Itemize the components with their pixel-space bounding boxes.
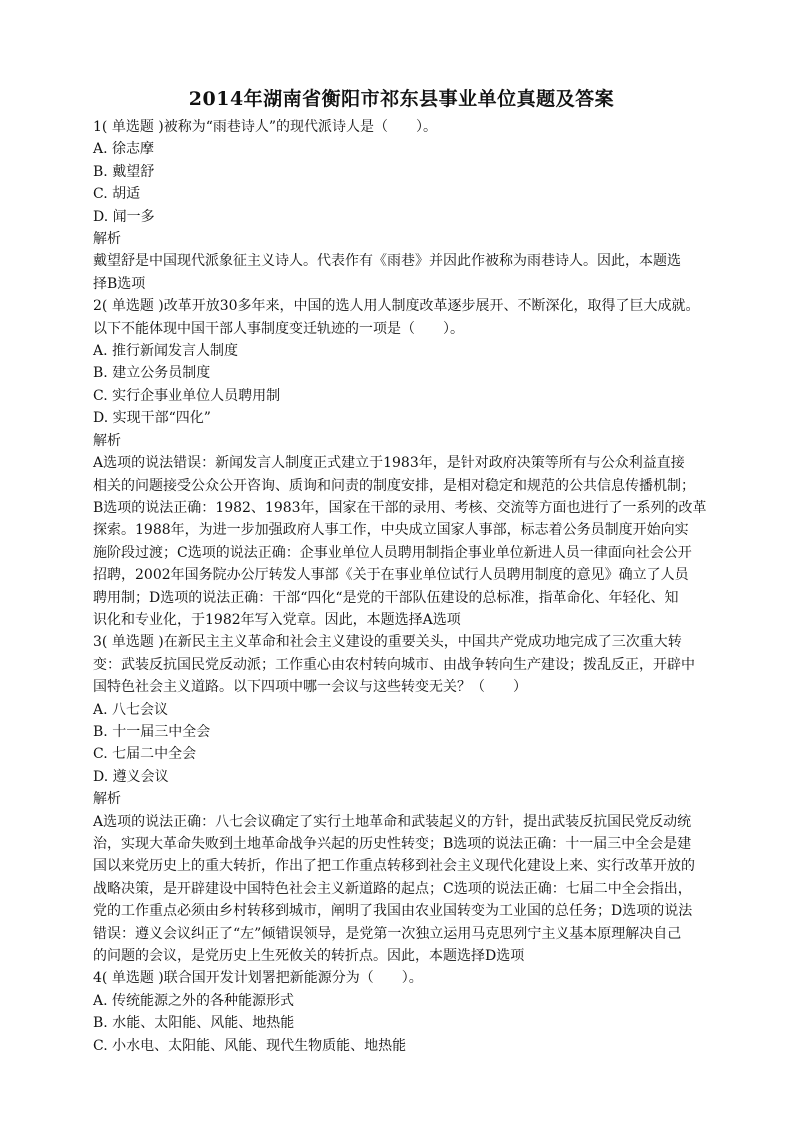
analysis-text: B选项的说法正确：1982、1983年，国家在干部的录用、考核、交流等方面也进行了一系列的改革 xyxy=(93,499,707,516)
page-title: 2014年湖南省衡阳市祁东县事业单位真题及答案 xyxy=(188,88,615,110)
analysis-text: 聘用制；D选项的说法正确：干部“四化“是党的干部队伍建设的总标准，指革命化、年轻化、知 xyxy=(93,589,679,606)
analysis-text: 戴望舒是中国现代派象征主义诗人。代表作有《雨巷》并因此作被称为雨巷诗人。因此，本题选 xyxy=(93,253,681,270)
question-stem: 国特色社会主义道路。以下四项中哪一会议与这些转变无关？（ ） xyxy=(93,679,527,696)
analysis-text: 择B选项 xyxy=(93,275,146,292)
answer-option: B. 水能、太阳能、风能、地热能 xyxy=(93,1015,295,1032)
answer-option: C. 胡适 xyxy=(93,186,141,203)
answer-option: D. 闻一多 xyxy=(93,208,155,225)
analysis-text: 党的工作重点必须由乡村转移到城市，阐明了我国由农业国转变为工业国的总任务；D选项的说法 xyxy=(93,903,693,920)
document-body xyxy=(93,116,710,1057)
question-stem: 4( 单选题 )联合国开发计划署把新能源分为（ ）。 xyxy=(93,970,423,987)
analysis-text: A选项的说法正确：八七会议确定了实行土地革命和武装起义的方针，提出武装反抗国民党反动统 xyxy=(93,813,692,830)
question-stem: 1( 单选题 )被称为“雨巷诗人”的现代派诗人是（ ）。 xyxy=(93,119,438,135)
analysis-text: 战略决策，是开辟建设中国特色社会主义新道路的起点；C选项的说法正确：七届二中全会指出， xyxy=(93,880,692,897)
answer-option: C. 小水电、太阳能、风能、现代生物质能、地热能 xyxy=(93,1037,407,1054)
analysis-text: 识化和专业化，于1982年写入党章。因此，本题选择A选项 xyxy=(93,611,461,628)
analysis-text: 探索。1988年，为进一步加强政府人事工作，中央成立国家人事部，标志着公务员制度开始向实 xyxy=(93,522,689,539)
analysis-label: 解析 xyxy=(93,791,121,808)
answer-option: D. 实现干部“四化” xyxy=(93,410,211,427)
analysis-text: 的问题的会议，是党历史上生死攸关的转折点。因此，本题选择D选项 xyxy=(93,948,525,965)
analysis-label: 解析 xyxy=(93,432,121,449)
answer-option: B. 十一届三中全会 xyxy=(93,723,211,740)
question-stem: 2( 单选题 )改革开放30多年来，中国的选人用人制度改革逐步展开、不断深化，取得了巨大成就。 xyxy=(93,298,700,315)
analysis-label: 解析 xyxy=(93,231,121,248)
question-block xyxy=(93,116,710,295)
analysis-text: 治，实现大革命失败到土地革命战争兴起的历史性转变；B选项的说法正确：十一届三中全会是建 xyxy=(93,836,692,852)
answer-option: A. 八七会议 xyxy=(93,701,169,718)
answer-option: C. 实行企事业单位人员聘用制 xyxy=(93,387,281,404)
analysis-text: 错误：遵义会议纠正了“左”倾错误领导，是党第一次独立运用马克思列宁主义基本原理解决自己 xyxy=(93,925,682,942)
answer-option: D. 遵义会议 xyxy=(93,768,169,785)
answer-option: A. 传统能源之外的各种能源形式 xyxy=(93,992,295,1009)
analysis-text: 相关的问题接受公众公开咨询、质询和问责的制度安排，是相对稳定和规范的公共信息传播机制； xyxy=(93,477,695,494)
question-stem: 3( 单选题 )在新民主主义革命和社会主义建设的重要关头，中国共产党成功地完成了三次重大转 xyxy=(93,634,682,651)
analysis-text: 招聘，2002年国务院办公厅转发人事部《关于在事业单位试行人员聘用制度的意见》确立了人员 xyxy=(93,567,689,584)
question-stem: 以下不能体现中国干部人事制度变迁轨迹的一项是（ ）。 xyxy=(93,320,464,337)
question-block xyxy=(93,967,710,1057)
analysis-text: 国以来党历史上的重大转折，作出了把工作重点转移到社会主义现代化建设上来、实行改革开放的 xyxy=(93,858,695,875)
answer-option: A. 推行新闻发言人制度 xyxy=(93,343,239,360)
analysis-text: A选项的说法错误：新闻发言人制度正式建立于1983年，是针对政府决策等所有与公众利益直接 xyxy=(93,455,685,472)
answer-option: B. 建立公务员制度 xyxy=(93,365,211,382)
question-stem: 变：武装反抗国民党反动派；工作重心由农村转向城市、由战争转向生产建设；拨乱反正，开辟中 xyxy=(93,656,695,673)
question-block xyxy=(93,295,710,631)
analysis-text: 施阶段过渡；C选项的说法正确：企事业单位人员聘用制指企事业单位新进人员一律面向社会公开 xyxy=(93,544,692,561)
question-block xyxy=(93,631,710,967)
answer-option: C. 七届二中全会 xyxy=(93,746,197,763)
answer-option: B. 戴望舒 xyxy=(93,163,155,180)
answer-option: A. 徐志摩 xyxy=(93,141,155,158)
